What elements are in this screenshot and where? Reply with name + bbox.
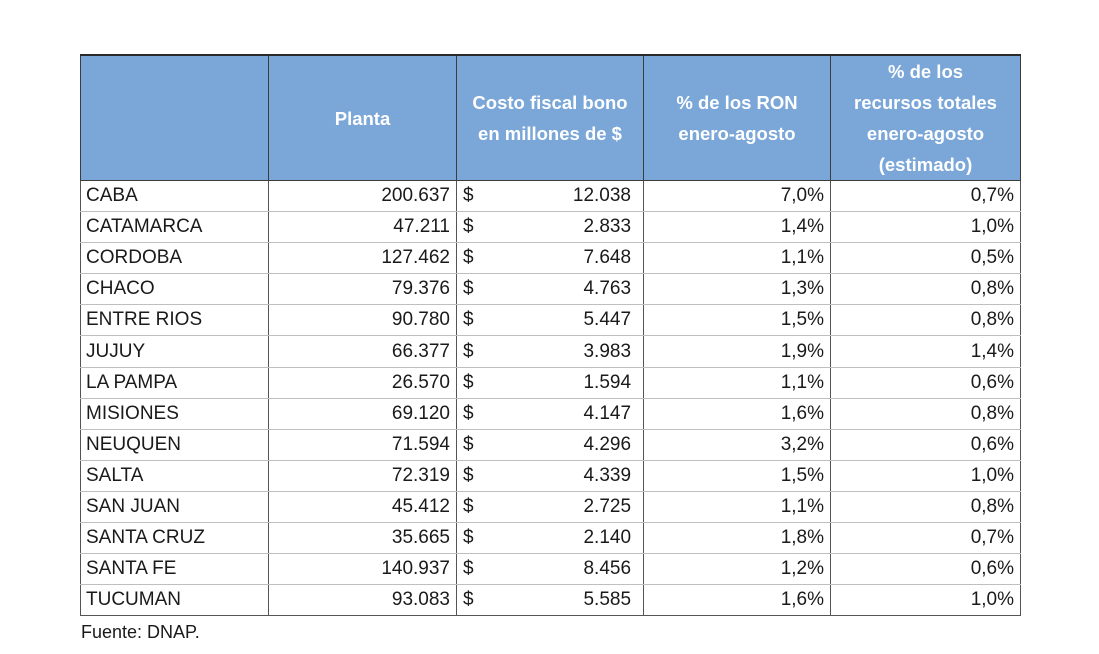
recursos-percent-cell: 0,8% [831,305,1021,336]
table-row [81,367,1021,398]
costo-cell: 5.447 [487,305,644,336]
currency-symbol-cell: $ [457,243,487,274]
currency-symbol-cell: $ [457,212,487,243]
ron-percent-cell: 1,2% [644,554,831,585]
table-row [81,336,1021,367]
planta-cell: 127.462 [269,243,457,274]
province-cell: SANTA CRUZ [81,523,269,554]
ron-percent-cell: 3,2% [644,429,831,460]
ron-percent-cell: 1,1% [644,243,831,274]
recursos-percent-cell: 0,7% [831,523,1021,554]
province-cell: CABA [81,181,269,212]
planta-cell: 200.637 [269,181,457,212]
planta-cell: 93.083 [269,585,457,616]
costo-cell: 12.038 [487,181,644,212]
currency-symbol-cell: $ [457,585,487,616]
currency-symbol-cell: $ [457,429,487,460]
province-cell: NEUQUEN [81,429,269,460]
header-ron [644,55,831,181]
province-cell: CATAMARCA [81,212,269,243]
costo-cell: 2.140 [487,523,644,554]
header-planta: Planta [269,55,457,181]
recursos-percent-cell: 1,4% [831,336,1021,367]
planta-cell: 69.120 [269,398,457,429]
table-row [81,523,1021,554]
ron-percent-cell: 1,8% [644,523,831,554]
costo-cell: 2.725 [487,491,644,522]
recursos-percent-cell: 0,7% [831,181,1021,212]
currency-symbol-cell: $ [457,181,487,212]
planta-cell: 90.780 [269,305,457,336]
table-row [81,181,1021,212]
ron-percent-cell: 1,4% [644,212,831,243]
province-cell: CHACO [81,274,269,305]
costo-cell: 3.983 [487,336,644,367]
recursos-percent-cell: 1,0% [831,212,1021,243]
ron-percent-cell: 1,6% [644,398,831,429]
ron-percent-cell: 1,9% [644,336,831,367]
ron-percent-cell: 7,0% [644,181,831,212]
planta-cell: 47.211 [269,212,457,243]
table-row [81,398,1021,429]
data-table-container [80,54,1020,616]
recursos-percent-cell: 0,8% [831,398,1021,429]
costo-cell: 7.648 [487,243,644,274]
province-cell: LA PAMPA [81,367,269,398]
table-row [81,305,1021,336]
recursos-percent-cell: 0,5% [831,243,1021,274]
recursos-percent-cell: 0,8% [831,491,1021,522]
planta-cell: 71.594 [269,429,457,460]
costo-cell: 5.585 [487,585,644,616]
planta-cell: 26.570 [269,367,457,398]
table-row [81,460,1021,491]
currency-symbol-cell: $ [457,523,487,554]
province-cell: JUJUY [81,336,269,367]
source-note: Fuente: DNAP. [81,622,200,642]
costo-cell: 4.763 [487,274,644,305]
costo-cell: 1.594 [487,367,644,398]
table-header-row [81,55,1021,181]
planta-cell: 66.377 [269,336,457,367]
planta-cell: 72.319 [269,460,457,491]
ron-percent-cell: 1,5% [644,305,831,336]
costo-cell: 4.296 [487,429,644,460]
ron-percent-cell: 1,1% [644,367,831,398]
currency-symbol-cell: $ [457,367,487,398]
ron-percent-cell: 1,5% [644,460,831,491]
recursos-percent-cell: 0,6% [831,429,1021,460]
recursos-percent-cell: 0,8% [831,274,1021,305]
table-row [81,429,1021,460]
planta-cell: 45.412 [269,491,457,522]
costo-cell: 4.339 [487,460,644,491]
header-ron-line-1: % de los RON [676,92,798,113]
header-recursos-line-3: enero-agosto [866,123,985,144]
province-cell: SALTA [81,460,269,491]
province-cell: TUCUMAN [81,585,269,616]
costo-cell: 8.456 [487,554,644,585]
header-costo-line-1: Costo fiscal bono [472,92,628,113]
header-recursos-line-1: % de los [887,61,964,82]
province-cell: SAN JUAN [81,491,269,522]
currency-symbol-cell: $ [457,491,487,522]
planta-cell: 140.937 [269,554,457,585]
bono-cost-table [80,54,1021,616]
table-row [81,212,1021,243]
table-row [81,274,1021,305]
costo-cell: 4.147 [487,398,644,429]
province-cell: MISIONES [81,398,269,429]
table-body [81,181,1021,616]
currency-symbol-cell: $ [457,274,487,305]
currency-symbol-cell: $ [457,460,487,491]
table-row [81,554,1021,585]
header-costo-line-2: en millones de $ [478,123,622,144]
recursos-percent-cell: 0,6% [831,367,1021,398]
table-row [81,243,1021,274]
planta-cell: 35.665 [269,523,457,554]
table-row [81,491,1021,522]
currency-symbol-cell: $ [457,398,487,429]
currency-symbol-cell: $ [457,336,487,367]
header-recursos-line-4: (estimado) [878,154,973,175]
province-cell: SANTA FE [81,554,269,585]
ron-percent-cell: 1,6% [644,585,831,616]
recursos-percent-cell: 1,0% [831,585,1021,616]
header-province [81,55,269,181]
recursos-percent-cell: 1,0% [831,460,1021,491]
currency-symbol-cell: $ [457,305,487,336]
currency-symbol-cell: $ [457,554,487,585]
planta-cell: 79.376 [269,274,457,305]
table-row [81,585,1021,616]
recursos-percent-cell: 0,6% [831,554,1021,585]
province-cell: CORDOBA [81,243,269,274]
province-cell: ENTRE RIOS [81,305,269,336]
header-ron-line-2: enero-agosto [678,123,796,144]
header-recursos [831,55,1021,181]
header-costo [457,55,644,181]
header-recursos-line-2: recursos totales [854,92,997,113]
ron-percent-cell: 1,1% [644,491,831,522]
costo-cell: 2.833 [487,212,644,243]
ron-percent-cell: 1,3% [644,274,831,305]
